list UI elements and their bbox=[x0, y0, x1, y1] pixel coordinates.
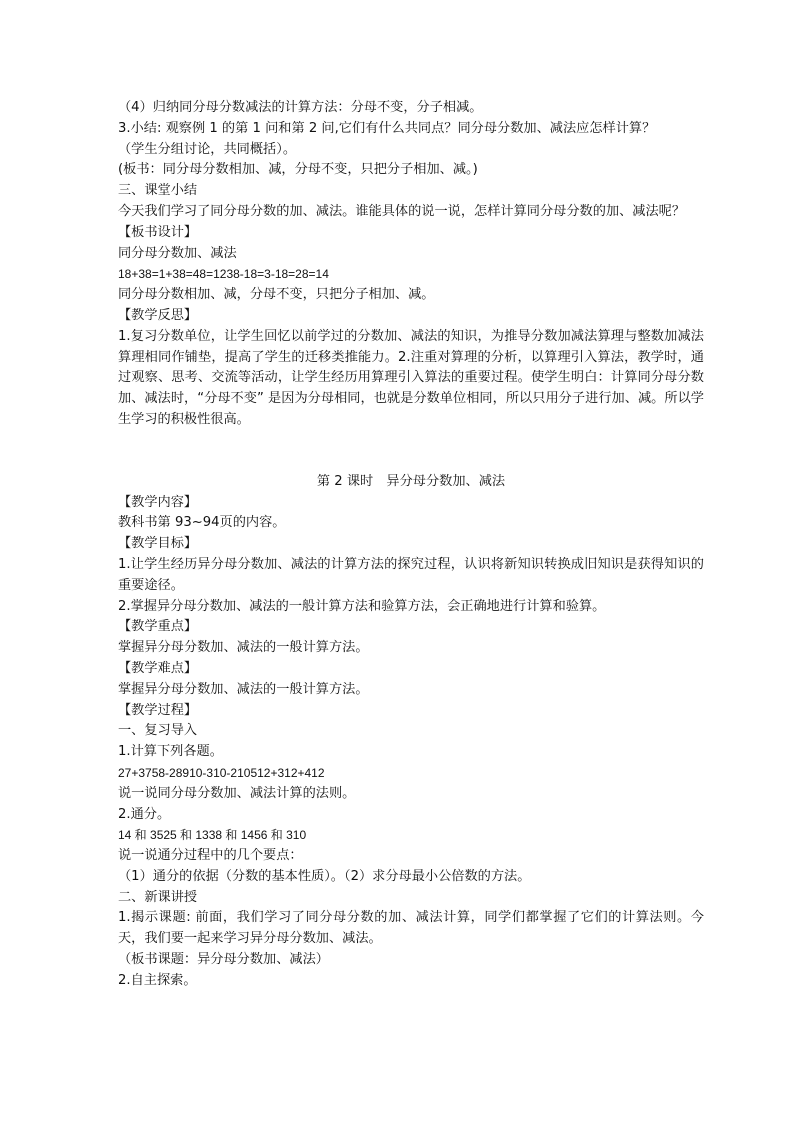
step-summary-subtraction: （4）归纳同分母分数减法的计算方法：分母不变，分子相减。 bbox=[118, 100, 483, 115]
lesson2-title: 第 2 课时 异分母分数加、减法 bbox=[316, 473, 506, 489]
board-design-formula: 18+38=1+38=48=1238-18=3-18=28=14 bbox=[118, 267, 329, 282]
summary-paragraph: 今天我们学习了同分母分数的加、减法。谁能具体的说一说，怎样计算同分母分数的加、减法呢？ bbox=[118, 203, 686, 219]
reflection-paragraph: 1.复习分数单位，让学生回忆以前学过的分数加、减法的知识，为推导分数加减法算理与整数加减法算理相同作铺垫，提高了学生的迁移类推能力。2.注重对算理的分析，以算理引入算法，教学时，通过观察、思考、交流等活动，让学生经历用算理引入算法的重要过程。使学生明白：计算同分母分数加、减法时，“分母不变” 是因为分母相同，也就是分数单位相同，所以只用分子进行加、减。所以学生学习的积极性很高。 bbox=[118, 328, 704, 427]
goals-heading: 【教学目标】 bbox=[118, 536, 198, 552]
review-step-2-numbers: 14 和 3525 和 1338 和 1456 和 310 bbox=[118, 828, 307, 843]
content-heading: 【教学内容】 bbox=[118, 494, 198, 510]
board-design-title: 同分母分数加、减法 bbox=[118, 245, 237, 261]
reflection-heading: 【教学反思】 bbox=[118, 307, 198, 323]
new-lesson-heading: 二、新课讲授 bbox=[118, 889, 198, 905]
review-step-2-note: 说一说通分过程中的几个要点： bbox=[118, 848, 303, 864]
goal-1: 1.让学生经历异分母分数加、减法的计算方法的探究过程，认识将新知识转换成旧知识是获得知识的重要途径。 bbox=[118, 556, 704, 593]
group-discussion-note: （学生分组讨论，共同概括）。 bbox=[118, 141, 297, 157]
review-step-1-note: 说一说同分母分数加、减法计算的法则。 bbox=[118, 785, 356, 801]
explore-step: 2.自主探索。 bbox=[118, 972, 197, 988]
summary-question: 3.小结: 观察例 1 的第 1 问和第 2 问,它们有什么共同点？同分母分数加、减法应怎样计算？ bbox=[118, 120, 656, 136]
content-text: 教科书第 93~94页的内容。 bbox=[118, 515, 286, 531]
key-heading: 【教学重点】 bbox=[118, 619, 198, 635]
board-design-heading: 【板书设计】 bbox=[118, 224, 198, 240]
board-topic-note: （板书课题：异分母分数加、减法） bbox=[118, 952, 329, 968]
goal-2: 2.掌握异分母分数加、减法的一般计算方法和验算方法，会正确地进行计算和验算。 bbox=[118, 598, 606, 614]
difficulty-text: 掌握异分母分数加、减法的一般计算方法。 bbox=[118, 681, 369, 697]
key-text: 掌握异分母分数加、减法的一般计算方法。 bbox=[118, 640, 369, 656]
review-step-1: 1.计算下列各题。 bbox=[118, 744, 223, 760]
process-heading: 【教学过程】 bbox=[118, 702, 198, 718]
board-design-rule: 同分母分数相加、减，分母不变，只把分子相加、减。 bbox=[118, 287, 435, 303]
section-gap bbox=[118, 431, 704, 472]
difficulty-heading: 【教学难点】 bbox=[118, 660, 198, 676]
section-heading-class-summary: 三、课堂小结 bbox=[118, 183, 198, 199]
review-step-2: 2.通分。 bbox=[118, 806, 171, 822]
board-note: (板书：同分母分数相加、减，分母不变，只把分子相加、减。) bbox=[118, 162, 478, 178]
reveal-topic-paragraph: 1.揭示课题: 前面，我们学习了同分母分数的加、减法计算，同学们都掌握了它们的计算法则。今天，我们要一起来学习异分母分数加、减法。 bbox=[118, 910, 704, 947]
review-step-2-points: （1）通分的依据（分数的基本性质）。（2）求分母最小公倍数的方法。 bbox=[118, 868, 531, 884]
review-heading: 一、复习导入 bbox=[118, 723, 198, 739]
review-step-1-formula: 27+3758-28910-310-210512+312+412 bbox=[118, 765, 325, 780]
